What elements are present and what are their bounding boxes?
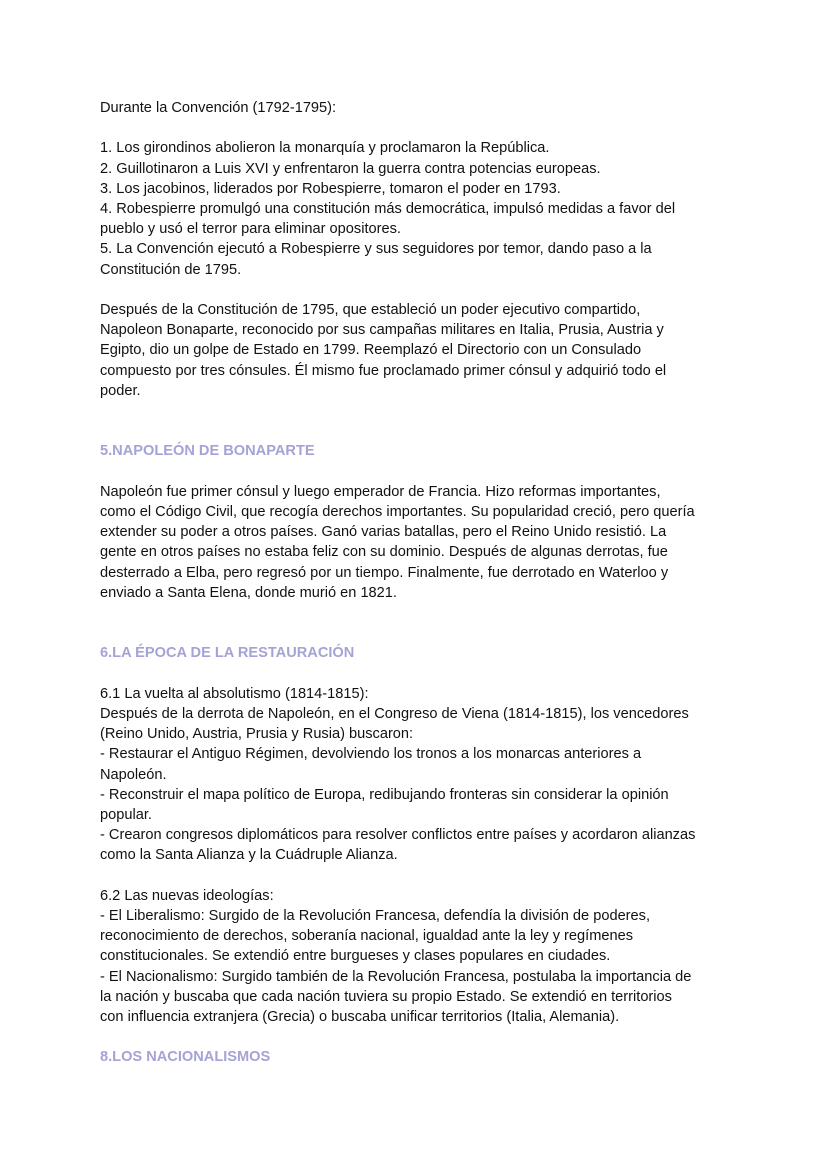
absolutismo-subsection xyxy=(100,684,740,866)
list-item: - Restaurar el Antiguo Régimen, devolviendo los tronos a los monarcas anteriores a xyxy=(100,746,642,763)
convencion-intro: Durante la Convención (1792-1795): xyxy=(100,100,337,116)
subsection-title: 6.2 Las nuevas ideologías: xyxy=(100,887,274,904)
list-item: 1. Los girondinos abolieron la monarquía y proclamaron la República. xyxy=(100,140,550,157)
list-item: constitucionales. Se extendió entre burgueses y clases populares en ciudades. xyxy=(100,948,611,965)
list-item: 2. Guillotinaron a Luis XVI y enfrentaron la guerra contra potencias europeas. xyxy=(100,160,601,177)
list-item: la nación y buscaba que cada nación tuviera su propio Estado. Se extendió en territorios xyxy=(100,988,672,1005)
convencion-list xyxy=(100,138,740,279)
paragraph-line: como el Código Civil, que recogía derechos importantes. Su popularidad creció, pero quería xyxy=(100,503,695,520)
ideologias-subsection xyxy=(100,886,740,1027)
paragraph-line: Napoleon Bonaparte, reconocido por sus campañas militares en Italia, Prusia, Austria y xyxy=(100,322,664,339)
napoleon-paragraph xyxy=(100,482,740,603)
paragraph-line: desterrado a Elba, pero regresó por un tiempo. Finalmente, fue derrotado en Waterloo y xyxy=(100,564,669,581)
list-item: reconocimiento de derechos, soberanía nacional, igualdad ante la ley y regímenes xyxy=(100,928,634,945)
paragraph-line: Después de la Constitución de 1795, que estableció un poder ejecutivo compartido, xyxy=(100,302,641,318)
paragraph-line: enviado a Santa Elena, donde murió en 1821. xyxy=(100,584,397,601)
list-item: Constitución de 1795. xyxy=(100,261,242,278)
list-item: - El Nacionalismo: Surgido también de la Revolución Francesa, postulaba la importancia de xyxy=(100,968,692,985)
list-item: Napoleón. xyxy=(100,766,167,783)
list-item: - Reconstruir el mapa político de Europa, redibujando fronteras sin considerar la opinión xyxy=(100,786,669,803)
list-item: popular. xyxy=(100,806,152,823)
section-heading-nacionalismos: 8.LOS NACIONALISMOS xyxy=(100,1049,271,1066)
list-item: 3. Los jacobinos, liderados por Robespierre, tomaron el poder en 1793. xyxy=(100,180,561,197)
convencion-paragraph xyxy=(100,300,740,401)
paragraph-line: gente en otros países no estaba feliz con su dominio. Después de algunas derrotas, fue xyxy=(100,544,668,561)
list-item: 5. La Convención ejecutó a Robespierre y sus seguidores por temor, dando paso a la xyxy=(100,241,652,258)
paragraph-line: poder. xyxy=(100,382,141,399)
paragraph-line: (Reino Unido, Austria, Prusia y Rusia) buscaron: xyxy=(100,726,414,743)
paragraph-line: Napoleón fue primer cónsul y luego emperador de Francia. Hizo reformas importantes, xyxy=(100,483,661,500)
section-heading-napoleon: 5.NAPOLEÓN DE BONAPARTE xyxy=(100,443,315,460)
list-item: como la Santa Alianza y la Cuádruple Alianza. xyxy=(100,847,398,864)
document-page xyxy=(100,98,740,1068)
paragraph-line: Después de la derrota de Napoleón, en el Congreso de Viena (1814-1815), los vencedores xyxy=(100,705,689,722)
list-item: 4. Robespierre promulgó una constitución más democrática, impulsó medidas a favor del xyxy=(100,201,676,217)
paragraph-line: Egipto, dio un golpe de Estado en 1799. Reemplazó el Directorio con un Consulado xyxy=(100,342,642,359)
section-heading-restauracion: 6.LA ÉPOCA DE LA RESTAURACIÓN xyxy=(100,645,355,662)
paragraph-line: compuesto por tres cónsules. Él mismo fue proclamado primer cónsul y adquirió todo el xyxy=(100,362,667,379)
list-item: pueblo y usó el terror para eliminar opositores. xyxy=(100,221,401,238)
list-item: - Crearon congresos diplomáticos para resolver conflictos entre países y acordaron alianzas xyxy=(100,827,696,844)
paragraph-line: extender su poder a otros países. Ganó varias batallas, pero el Reino Unido resistió. La xyxy=(100,524,667,541)
list-item: con influencia extranjera (Grecia) o buscaba unificar territorios (Italia, Alemania). xyxy=(100,1009,620,1025)
list-item: - El Liberalismo: Surgido de la Revolución Francesa, defendía la división de poderes, xyxy=(100,907,651,924)
subsection-title: 6.1 La vuelta al absolutismo (1814-1815): xyxy=(100,685,369,702)
